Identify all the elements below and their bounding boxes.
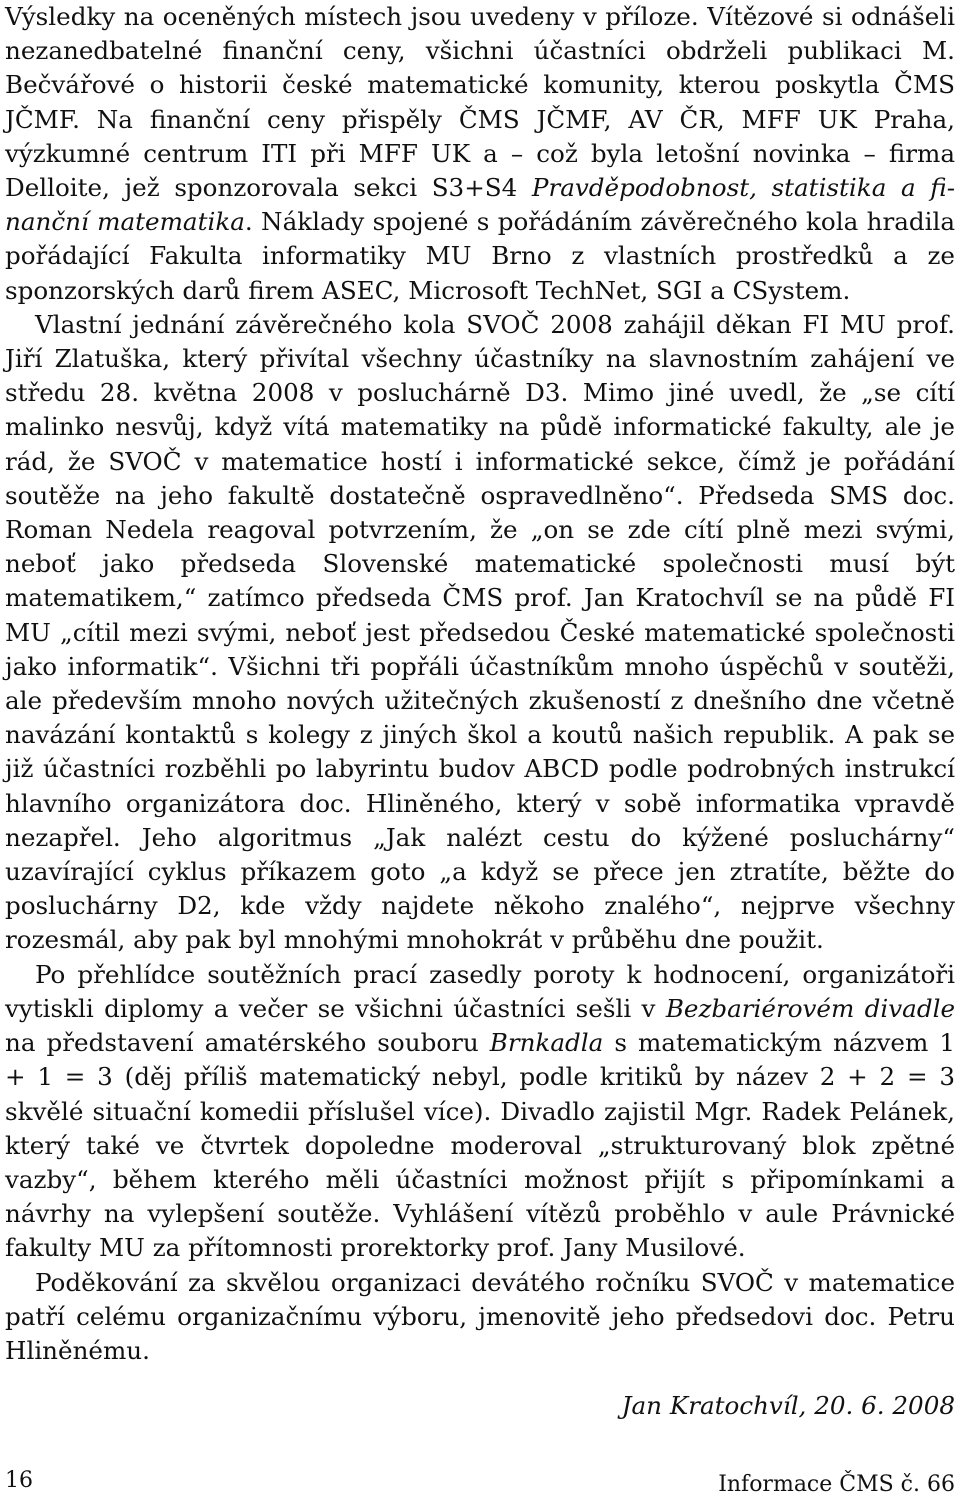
paragraph-text: na představení amatérského souboru: [5, 1028, 490, 1058]
paragraph-acknowledgement: Poděkování za skvělou organizaci devátého ročníku SVOČ v matematice patří celému organizačnímu výboru, jmenovitě jeho předsedovi doc. Petru Hliněnému.: [5, 1267, 955, 1365]
paragraph-text: Výsledky na oceněných místech jsou uvedeny v příloze. Vítězové si odnášeli nezanedbatelné finanční ceny, všichni účastníci obdrželi publikaci M. Bečvářové o historii české matematické komunity, kterou poskytla ČMS JČMF. Na finanční ceny přispěly ČMS JČMF, AV ČR, MFF UK Praha, výzkumné centrum ITI při MFF UK a – což byla letošní novinka – firma Delloite, jež sponzorovala sekci S3+S4: [5, 2, 955, 203]
ensemble-name-emphasis: Brnkadla: [489, 1028, 604, 1058]
section-name-emphasis: Pravděpodobnost, statistika a finanční matematika: [5, 173, 955, 237]
paragraph-results-and-sponsors: [5, 0, 955, 308]
page-footer: [5, 1468, 955, 1500]
paragraph-text: Po přehlídce soutěžních prací zasedly poroty k hodnocení, organizátoři vytiskli diplomy a večer se všichni účastníci sešli v: [5, 959, 955, 1023]
page-number: 16: [5, 1468, 33, 1493]
paragraph-text: s matematickým názvem 1 + 1 = 3 (děj příliš matematický nebyl, podle kritiků by název 2 + 2 = 3 skvělé situační komedii příslušel více). Divadlo zajistil Mgr. Radek Pelánek, který také ve čtvrtek dopoledne moderoval „strukturovaný blok zpětné vazby“, během kterého měli účastníci možnost přijít s připomínkami a návrhy na vylepšení soutěže. Vyhlášení vítězů proběhlo v aule Právnické fakulty MU za přítomnosti prorektorky prof. Jany Musilové.: [5, 1028, 955, 1263]
author-signature: Jan Kratochvíl, 20. 6. 2008: [621, 1391, 955, 1420]
paragraph-opening-ceremony: Vlastní jednání závěrečného kola SVOČ 2008 zahájil děkan FI MU prof. Jiří Zlatuška, který přivítal všechny účastníky na slavnostním zahájení ve středu 28. května 2008 v posluchárně D3. Mimo jiné uvedl, že „se cítí malinko nesvůj, když vítá matematiky na půdě informatické fakulty, ale je rád, že SVOČ v matematice hostí i informatické sekce, čímž je pořádání soutěže na jeho fakultě dostatečně ospravedlněno“. Předseda SMS doc. Roman Nedela reagoval potvrzením, že „on se zde cítí plně mezi svými, neboť jako předseda Slovenské matematické společnosti musí být matematikem,“ zatímco předseda ČMS prof. Jan Kratochvíl se na půdě FI MU „cítil mezi svými, neboť jest předsedou České matematické společnosti jako informatik“. Všichni tři popřáli účastníkům mnoho úspěchů v soutěži, ale především mnoho nových užitečných zkušeností z dnešního dne včetně navázání kontaktů s kolegy z jiných škol a koutů našich republik. A pak se již účastníci rozběhli po labyrintu budov ABCD podle podrobných instrukcí hlavního organizátora doc. Hliněného, který v sobě informatika vpravdě nezapřel. Jeho algoritmus „Jak nalézt cestu do kýžené posluchárny“ uzavírající cyklus příkazem goto „a když se přece jen ztratíte, běžte do posluchárny D2, kde vždy najdete někoho znalého“, nejprve všechny rozesmál, aby pak byl mnohými mnohokrát v průběhu dne použit.: [5, 309, 955, 955]
paragraph-theatre-and-awards: [5, 958, 955, 1266]
journal-issue: Informace ČMS č. 66: [718, 1472, 955, 1497]
paragraph-text: . Náklady spojené s pořádáním závěrečného kola hradila pořádající Fakulta informatiky MU Brno z vlastních prostředků a ze sponzorských darů firem ASEC, Microsoft TechNet, SGI a CSystem.: [5, 207, 955, 305]
article-body: [5, 0, 955, 1368]
theatre-name-emphasis: Bezbariérovém divadle: [665, 993, 955, 1023]
